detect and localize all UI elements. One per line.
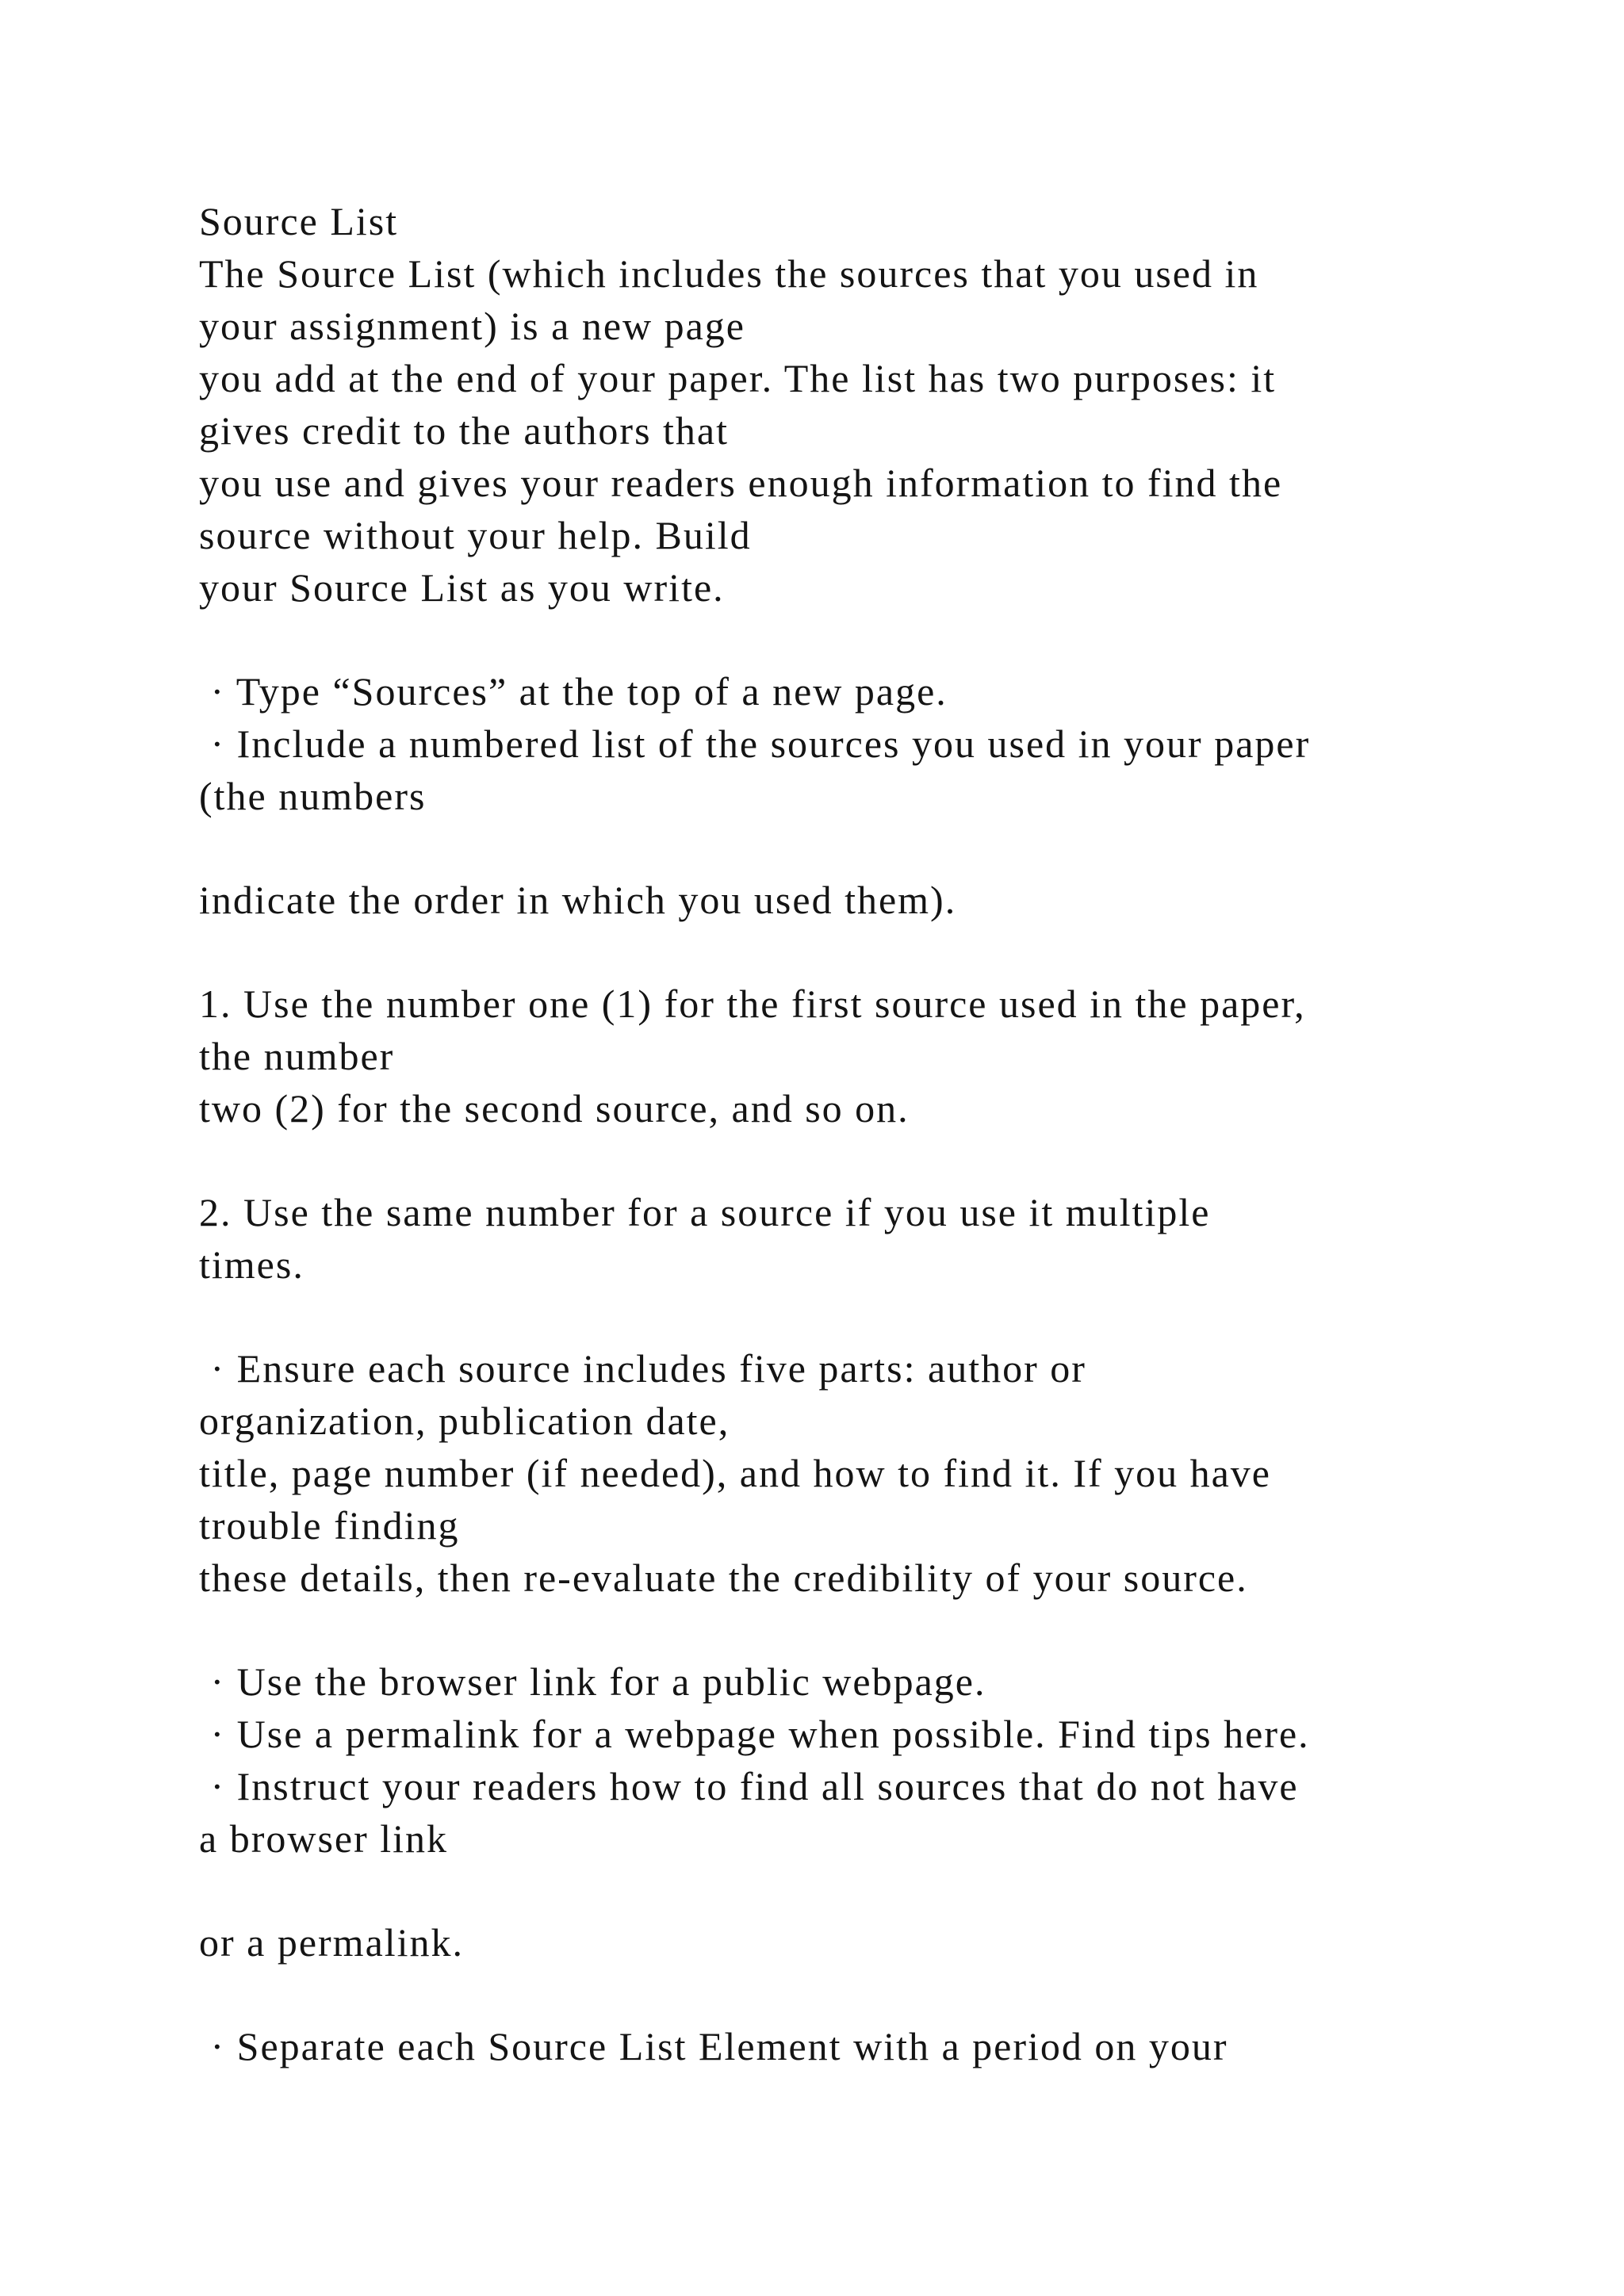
text-line: title, page number (if needed), and how to find it. If you have [199, 1451, 1272, 1495]
text-line: times. [199, 1242, 304, 1287]
text-line: organization, publication date, [199, 1399, 730, 1443]
text-line: The Source List (which includes the sources that you used in [199, 251, 1259, 296]
text-line: the number [199, 1034, 395, 1078]
text-line: your Source List as you write. [199, 565, 725, 610]
text-line: trouble finding [199, 1503, 460, 1548]
text-line: or a permalink. [199, 1920, 465, 1965]
bullet-item: · Use a permalink for a webpage when possible. Find tips here. [199, 1712, 1310, 1756]
text-line: source without your help. Build [199, 513, 752, 557]
blank-line [199, 1969, 1436, 2020]
bullet-item: · Separate each Source List Element with a period on your [199, 2024, 1228, 2068]
text-line: a browser link [199, 1816, 449, 1861]
blank-line [199, 926, 1436, 978]
text-line: indicate the order in which you used them). [199, 878, 957, 922]
text-line: two (2) for the second source, and so on. [199, 1086, 910, 1131]
blank-line [199, 614, 1436, 665]
blank-line [199, 1135, 1436, 1186]
bullet-item: · Ensure each source includes five parts: author or [199, 1346, 1086, 1391]
blank-line [199, 822, 1436, 874]
bullet-item: · Type “Sources” at the top of a new page. [199, 669, 948, 714]
blank-line [199, 1291, 1436, 1342]
text-line: gives credit to the authors that [199, 408, 730, 453]
text-line: you use and gives your readers enough information to find the [199, 461, 1283, 505]
bullet-item: · Use the browser link for a public webpage. [199, 1659, 986, 1704]
numbered-item: 2. Use the same number for a source if you use it multiple [199, 1190, 1211, 1234]
numbered-item: 1. Use the number one (1) for the first source used in the paper, [199, 982, 1306, 1026]
blank-line [199, 1865, 1436, 1916]
document-title: Source List [199, 199, 399, 243]
blank-line [199, 1604, 1436, 1655]
text-line: these details, then re-evaluate the credibility of your source. [199, 1556, 1248, 1600]
text-line: your assignment) is a new page [199, 304, 746, 348]
text-line: (the numbers [199, 774, 427, 818]
text-line: you add at the end of your paper. The list has two purposes: it [199, 356, 1277, 400]
bullet-item: · Include a numbered list of the sources you used in your paper [199, 721, 1311, 766]
bullet-item: · Instruct your readers how to find all sources that do not have [199, 1764, 1299, 1808]
document-body [199, 195, 1436, 2072]
